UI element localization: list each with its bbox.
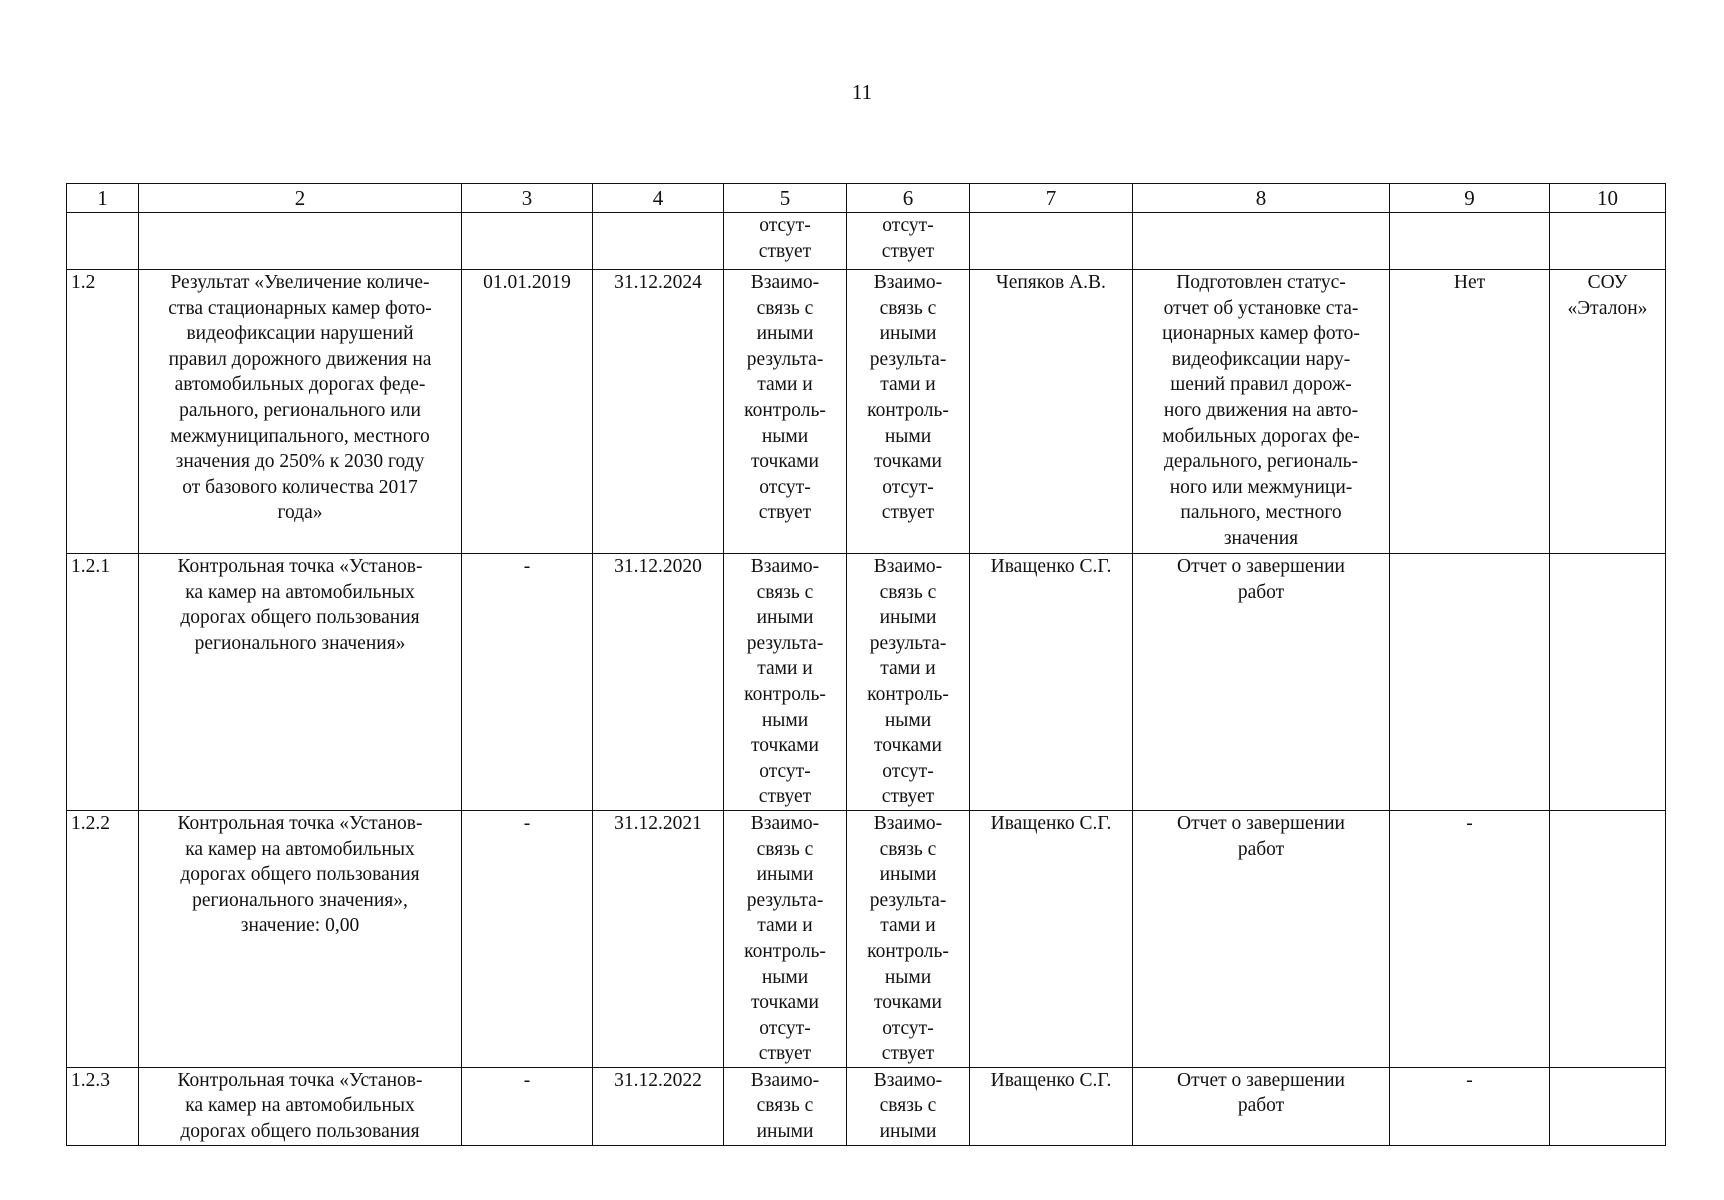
row-col9: - [1390,1067,1550,1145]
row-col10 [1550,554,1666,811]
row-result [1133,213,1390,270]
row-col5: Взаимо- связь с иными результа- тами и контроль- ными точками отсут- ствует [724,810,847,1067]
column-header: 10 [1550,184,1666,213]
row-col5: Взаимо- связь с иными результа- тами и контроль- ными точками отсут- ствует [724,554,847,811]
row-col6: отсут- ствует [847,213,970,270]
row-col6: Взаимо- связь с иными [847,1067,970,1145]
row-responsible: Иващенко С.Г. [970,554,1133,811]
row-number: 1.2 [67,270,139,554]
row-col6: Взаимо- связь с иными результа- тами и контроль- ными точками отсут- ствует [847,810,970,1067]
row-name: Контрольная точка «Установ- ка камер на автомобильных дорогах общего пользования [139,1067,462,1145]
row-number: 1.2.3 [67,1067,139,1145]
column-header: 6 [847,184,970,213]
column-header: 3 [462,184,593,213]
page-number: 11 [851,80,873,104]
row-col9: - [1390,810,1550,1067]
column-header: 7 [970,184,1133,213]
header-row [67,184,1666,213]
row-start-date: - [462,554,593,811]
column-header: 1 [67,184,139,213]
row-end-date: 31.12.2022 [593,1067,724,1145]
row-end-date: 31.12.2024 [593,270,724,554]
table-row [67,213,1666,270]
row-start-date [462,213,593,270]
row-col10 [1550,213,1666,270]
column-header: 4 [593,184,724,213]
row-responsible: Чепяков А.В. [970,270,1133,554]
row-end-date: 31.12.2020 [593,554,724,811]
row-start-date: - [462,1067,593,1145]
row-result: Отчет о завершении работ [1133,1067,1390,1145]
row-result: Отчет о завершении работ [1133,810,1390,1067]
row-number: 1.2.2 [67,810,139,1067]
row-col6: Взаимо- связь с иными результа- тами и контроль- ными точками отсут- ствует [847,270,970,554]
row-col9 [1390,554,1550,811]
column-header: 5 [724,184,847,213]
row-number [67,213,139,270]
row-responsible: Иващенко С.Г. [970,810,1133,1067]
column-header: 9 [1390,184,1550,213]
row-col6: Взаимо- связь с иными результа- тами и контроль- ными точками отсут- ствует [847,554,970,811]
table-row [67,1067,1666,1145]
row-start-date: 01.01.2019 [462,270,593,554]
row-start-date: - [462,810,593,1067]
table-row [67,270,1666,554]
schedule-table [66,183,1666,1146]
row-col10: СОУ «Эталон» [1550,270,1666,554]
row-col5: Взаимо- связь с иными [724,1067,847,1145]
table-row [67,554,1666,811]
row-end-date: 31.12.2021 [593,810,724,1067]
row-result: Отчет о завершении работ [1133,554,1390,811]
row-responsible [970,213,1133,270]
row-col5: отсут- ствует [724,213,847,270]
row-name: Контрольная точка «Установ- ка камер на автомобильных дорогах общего пользования регионального значения», значение: 0,00 [139,810,462,1067]
row-col5: Взаимо- связь с иными результа- тами и контроль- ными точками отсут- ствует [724,270,847,554]
row-name [139,213,462,270]
row-name: Результат «Увеличение количе- ства стационарных камер фото- видеофиксации нарушений правил дорожного движения на автомобильных дорогах феде- рального, регионального или межмуниципального, местного значения до 250% к 2030 году от базового количества 2017 года» [139,270,462,554]
row-responsible: Иващенко С.Г. [970,1067,1133,1145]
column-header: 8 [1133,184,1390,213]
row-name: Контрольная точка «Установ- ка камер на автомобильных дорогах общего пользования регионального значения» [139,554,462,811]
row-col9 [1390,213,1550,270]
row-result: Подготовлен статус- отчет об установке ста- ционарных камер фото- видеофиксации нару- шений правил дорож- ного движения на авто- мобильных дорогах фе- дерального, региональ- ного или межмуници- пального, местного значения [1133,270,1390,554]
row-col10 [1550,810,1666,1067]
row-col10 [1550,1067,1666,1145]
column-header: 2 [139,184,462,213]
row-col9: Нет [1390,270,1550,554]
table-row [67,810,1666,1067]
row-number: 1.2.1 [67,554,139,811]
row-end-date [593,213,724,270]
